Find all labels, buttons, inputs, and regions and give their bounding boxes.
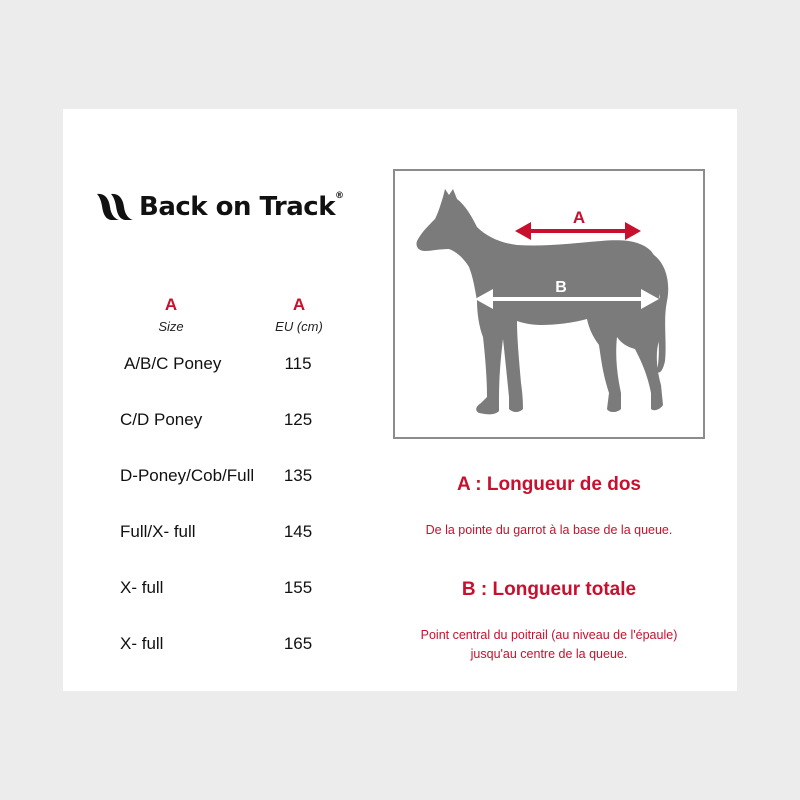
table-row <box>120 466 350 490</box>
size-cell: X- full <box>120 634 164 653</box>
size-cell: D-Poney/Cob/Full <box>120 466 255 485</box>
legend-b-description-line: Point central du poitrail (au niveau de l'épaule) <box>420 628 678 642</box>
column-header-size <box>131 295 211 335</box>
eu-cell: 135 <box>283 466 313 485</box>
brand-mark-icon <box>95 191 135 223</box>
brand-name: Back on Track® <box>139 191 344 222</box>
size-cell: A/B/C Poney <box>124 354 222 373</box>
legend-a-description: De la pointe du garrot à la base de la queue. <box>425 523 673 537</box>
legend-b-title: B : Longueur totale <box>461 579 637 600</box>
eu-cell: 145 <box>283 522 313 541</box>
eu-cell: 115 <box>284 354 312 373</box>
table-row <box>120 578 350 602</box>
legend-a-title: A : Longueur de dos <box>456 474 641 495</box>
horse-silhouette <box>416 189 663 414</box>
horse-diagram <box>393 169 705 439</box>
legend-b-description <box>393 626 705 664</box>
table-row <box>120 522 350 546</box>
eu-cell: 155 <box>283 578 313 597</box>
column-header-eu <box>259 295 339 335</box>
horse-illustration <box>395 171 703 437</box>
size-chart-card <box>63 109 737 691</box>
table-row <box>120 354 350 378</box>
size-cell: Full/X- full <box>120 522 196 541</box>
measurement-a-label: A <box>572 208 586 227</box>
legend-b-description-line: jusqu'au centre de la queue. <box>470 647 628 661</box>
table-row <box>120 634 350 658</box>
size-cell: C/D Poney <box>120 410 203 429</box>
size-cell: X- full <box>120 578 164 597</box>
eu-cell: 165 <box>283 634 313 653</box>
eu-cell: 125 <box>283 410 313 429</box>
table-row <box>120 410 350 434</box>
brand-logo <box>95 189 344 225</box>
column-label: EU (cm) <box>275 319 323 334</box>
column-letter: A <box>164 295 178 314</box>
column-label: Size <box>158 319 184 334</box>
column-letter: A <box>292 295 306 314</box>
measurement-b-label: B <box>555 279 567 296</box>
